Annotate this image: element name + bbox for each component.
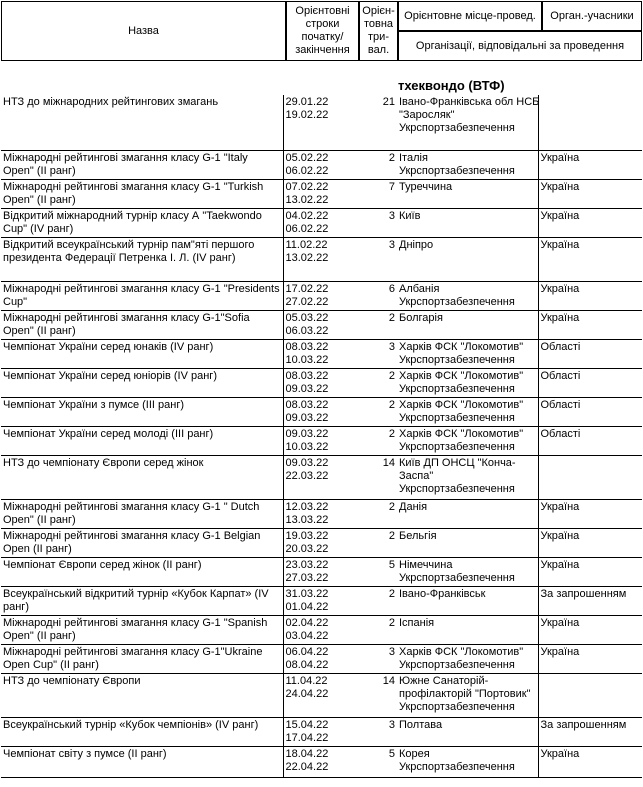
header-organizers — [398, 31, 642, 61]
event-name — [1, 281, 283, 310]
event-start-date: 15.04.22 — [285, 718, 329, 731]
table-row — [1, 746, 642, 777]
table-row — [1, 557, 642, 586]
event-venue-line: Укрспортзабезпечення — [399, 440, 515, 453]
event-venue-line: Київ ДП ОНСЦ "Конча- — [399, 456, 516, 469]
table-row — [1, 397, 642, 426]
table-row — [1, 717, 642, 746]
header-name — [1, 1, 286, 61]
event-end-date: 27.03.22 — [285, 571, 329, 584]
table-row — [1, 455, 642, 499]
event-duration: 3 — [351, 644, 397, 673]
event-duration: 2 — [351, 426, 397, 455]
event-participants — [538, 673, 642, 717]
table-row — [1, 426, 642, 455]
event-venue-line: Укрспортзабезпечення — [399, 295, 515, 308]
event-participants: Україна — [538, 237, 642, 281]
event-dates — [283, 237, 351, 281]
event-start-date: 23.03.22 — [285, 558, 329, 571]
table-row — [1, 208, 642, 237]
event-name-text: НТЗ до чемпіонату Європи — [3, 674, 141, 687]
event-participants: За запрошенням — [538, 586, 642, 615]
event-dates — [283, 310, 351, 339]
event-venue — [397, 310, 538, 339]
header-dates — [286, 1, 359, 61]
header-dates-line: Орієнтовні — [295, 5, 350, 17]
event-venue-line: Укрспортзабезпечення — [399, 760, 515, 773]
table-row — [1, 281, 642, 310]
event-dates — [283, 746, 351, 777]
event-duration: 3 — [351, 208, 397, 237]
table-row — [1, 615, 642, 644]
event-dates — [283, 557, 351, 586]
event-start-date: 05.02.22 — [285, 151, 329, 164]
event-duration: 2 — [351, 586, 397, 615]
table-row — [1, 150, 642, 179]
event-end-date: 13.02.22 — [285, 251, 329, 264]
event-duration: 3 — [351, 717, 397, 746]
header-participants-label: Орган.-учасники — [550, 9, 634, 22]
event-venue-line: Корея — [399, 747, 430, 760]
event-name — [1, 237, 283, 281]
header-name-label: Назва — [128, 24, 159, 37]
table-row — [1, 644, 642, 673]
event-dates — [283, 499, 351, 528]
event-venue — [397, 615, 538, 644]
event-participants: Україна — [538, 644, 642, 673]
event-end-date: 06.03.22 — [285, 324, 329, 337]
header-dates-line: початку/ — [301, 31, 344, 43]
event-duration: 3 — [351, 339, 397, 368]
event-venue-line: Заспа" — [399, 469, 434, 482]
event-venue-line: Данія — [399, 500, 428, 513]
event-name-text: Міжнародні рейтингові змагання класу G-1"Ukraine Open Cup" (II ранг) — [3, 645, 263, 671]
event-name-text: Міжнародні рейтингові змагання класу G-1 "Italy Open" (II ранг) — [3, 151, 248, 177]
event-venue-line: Укрспортзабезпечення — [399, 353, 515, 366]
event-name-text: Міжнародні рейтингові змагання класу G-1"Sofia Open" (II ранг) — [3, 311, 250, 337]
event-duration: 14 — [351, 455, 397, 499]
event-name-text: Чемпіонат світу з пумсе (II ранг) — [3, 747, 167, 760]
table-row — [1, 95, 642, 150]
event-start-date: 02.04.22 — [285, 616, 329, 629]
event-venue — [397, 150, 538, 179]
event-end-date: 09.03.22 — [285, 411, 329, 424]
event-duration: 21 — [351, 95, 397, 150]
event-dates — [283, 150, 351, 179]
event-participants: Україна — [538, 557, 642, 586]
event-name — [1, 208, 283, 237]
event-venue — [397, 717, 538, 746]
header-duration-line: вал. — [367, 44, 390, 56]
table-row — [1, 310, 642, 339]
event-name-text: Відкритий міжнародний турнір класу А "Taekwondo Cup" (IV ранг) — [3, 209, 262, 235]
event-name — [1, 528, 283, 557]
event-duration: 6 — [351, 281, 397, 310]
event-duration: 2 — [351, 528, 397, 557]
event-duration: 2 — [351, 310, 397, 339]
event-venue — [397, 179, 538, 208]
event-name-text: Чемпіонат України з пумсе (III ранг) — [3, 398, 184, 411]
event-dates — [283, 615, 351, 644]
event-end-date: 22.03.22 — [285, 469, 329, 482]
table-row — [1, 586, 642, 615]
event-venue — [397, 426, 538, 455]
event-venue-line: Італія — [399, 151, 428, 164]
event-venue-line: Укрспортзабезпечення — [399, 164, 515, 177]
event-end-date: 13.02.22 — [285, 193, 329, 206]
event-start-date: 19.03.22 — [285, 529, 329, 542]
event-name — [1, 150, 283, 179]
event-participants: Області — [538, 368, 642, 397]
event-venue-line: "Заросляк" — [399, 109, 455, 121]
event-start-date: 18.04.22 — [285, 747, 329, 760]
event-venue — [397, 673, 538, 717]
events-table — [1, 95, 642, 778]
event-name — [1, 179, 283, 208]
event-venue-line: Харків ФСК "Локомотив" — [399, 645, 524, 658]
event-end-date: 08.04.22 — [285, 658, 329, 671]
event-participants: Україна — [538, 615, 642, 644]
event-end-date: 10.03.22 — [285, 440, 329, 453]
event-duration: 2 — [351, 615, 397, 644]
event-dates — [283, 281, 351, 310]
event-start-date: 07.02.22 — [285, 180, 329, 193]
event-start-date: 31.03.22 — [285, 587, 329, 600]
event-venue-line: Укрспортзабезпечення — [399, 382, 515, 395]
event-start-date: 08.03.22 — [285, 340, 329, 353]
event-venue-line: Бельгія — [399, 529, 437, 542]
event-dates — [283, 586, 351, 615]
event-duration: 3 — [351, 237, 397, 281]
event-duration: 2 — [351, 397, 397, 426]
event-start-date: 11.04.22 — [285, 674, 328, 687]
event-participants: Україна — [538, 499, 642, 528]
event-name — [1, 586, 283, 615]
event-venue-line: Полтава — [399, 718, 443, 731]
event-name — [1, 339, 283, 368]
event-venue-line: Укрспортзабезпечення — [399, 482, 515, 495]
event-participants: Україна — [538, 150, 642, 179]
event-dates — [283, 528, 351, 557]
event-venue-line: Укрспортзабезпечення — [399, 700, 515, 713]
event-participants: Області — [538, 397, 642, 426]
table-header — [1, 1, 642, 61]
event-dates — [283, 208, 351, 237]
event-duration: 14 — [351, 673, 397, 717]
header-duration-line: Орієн- — [362, 5, 395, 17]
event-name — [1, 499, 283, 528]
event-name-text: Чемпіонат України серед молоді (III ранг) — [3, 427, 214, 440]
event-name — [1, 673, 283, 717]
event-end-date: 01.04.22 — [285, 600, 329, 613]
event-end-date: 20.03.22 — [285, 542, 329, 555]
event-venue — [397, 455, 538, 499]
event-end-date: 13.03.22 — [285, 513, 329, 526]
event-start-date: 17.02.22 — [285, 282, 329, 295]
event-venue-line: Укрспортзабезпечення — [399, 571, 515, 584]
event-start-date: 08.03.22 — [285, 398, 329, 411]
table-row — [1, 673, 642, 717]
event-venue-line: Німеччина — [399, 558, 453, 571]
event-name-text: Чемпіонат України серед юнаків (IV ранг) — [3, 340, 214, 353]
event-dates — [283, 95, 351, 150]
event-participants: За запрошенням — [538, 717, 642, 746]
event-name-text: Міжнародні рейтингові змагання класу G-1 "Spanish Open" (II ранг) — [3, 616, 268, 642]
event-venue-line: Харків ФСК "Локомотив" — [399, 427, 524, 440]
event-end-date: 19.02.22 — [285, 109, 329, 121]
event-name-text: Всеукраїнський відкритий турнір «Кубок Карпат» (IV ранг) — [3, 587, 269, 613]
event-venue — [397, 281, 538, 310]
event-name-text: НТЗ до чемпіонату Європи серед жінок — [3, 456, 204, 469]
event-venue-line: Туреччина — [399, 180, 453, 193]
event-start-date: 05.03.22 — [285, 311, 329, 324]
header-organizers-label: Організації, відповідальні за проведення — [415, 39, 625, 52]
event-name — [1, 95, 283, 150]
event-end-date: 09.03.22 — [285, 382, 329, 395]
event-name — [1, 615, 283, 644]
event-name-text: НТЗ до міжнародних рейтингових змагань — [3, 96, 219, 108]
header-venue — [398, 1, 542, 31]
event-venue-line: Южне Санаторій- — [399, 674, 489, 687]
event-dates — [283, 455, 351, 499]
event-venue-line: Болгарія — [399, 311, 443, 324]
event-venue — [397, 644, 538, 673]
event-name — [1, 557, 283, 586]
event-dates — [283, 179, 351, 208]
event-venue — [397, 557, 538, 586]
table-row — [1, 339, 642, 368]
event-venue — [397, 368, 538, 397]
event-end-date: 06.02.22 — [285, 164, 329, 177]
event-participants: Області — [538, 426, 642, 455]
event-name-text: Міжнародні рейтингові змагання класу G-1 "Presidents Cup" — [3, 282, 280, 308]
event-name-text: Відкритий всеукраїнський турнір пам"яті першого президента Федерації Петренка І. Л. (IV ранг) — [3, 238, 255, 264]
event-venue — [397, 499, 538, 528]
event-duration: 5 — [351, 746, 397, 777]
event-end-date: 24.04.22 — [285, 687, 329, 700]
table-row — [1, 179, 642, 208]
event-name-text: Міжнародні рейтингові змагання класу G-1 " Dutch Open" (II ранг) — [3, 500, 260, 526]
header-dates-line: закінчення — [295, 44, 350, 56]
event-duration: 2 — [351, 499, 397, 528]
event-start-date: 04.02.22 — [285, 209, 329, 222]
event-name — [1, 426, 283, 455]
event-end-date: 10.03.22 — [285, 353, 329, 366]
event-venue-line: Харків ФСК "Локомотив" — [399, 340, 524, 353]
table-row — [1, 528, 642, 557]
event-name — [1, 644, 283, 673]
event-name — [1, 455, 283, 499]
event-dates — [283, 426, 351, 455]
event-name — [1, 397, 283, 426]
event-end-date: 22.04.22 — [285, 760, 329, 773]
event-venue-line: Укрспортзабезпечення — [399, 658, 515, 671]
event-venue — [397, 339, 538, 368]
event-participants: Україна — [538, 179, 642, 208]
event-name-text: Чемпіонат України серед юніорів (IV ранг) — [3, 369, 217, 382]
sport-title: тхеквондо (ВТФ) — [398, 78, 505, 93]
event-name-text: Всеукраїнський турнір «Кубок чемпіонів» (IV ранг) — [3, 718, 259, 731]
event-start-date: 09.03.22 — [285, 427, 329, 440]
event-venue-line: Харків ФСК "Локомотив" — [399, 369, 524, 382]
header-venue-label: Орієнтовне місце-провед. — [404, 9, 536, 22]
event-venue — [397, 95, 538, 150]
event-participants: Україна — [538, 281, 642, 310]
event-participants — [538, 455, 642, 499]
event-start-date: 08.03.22 — [285, 369, 329, 382]
event-name-text: Міжнародні рейтингові змагання класу G-1 "Turkish Open" (II ранг) — [3, 180, 264, 206]
event-venue — [397, 397, 538, 426]
event-venue-line: Укрспортзабезпечення — [399, 411, 515, 424]
event-participants: Україна — [538, 310, 642, 339]
event-name-text: Чемпіонат Європи серед жінок (II ранг) — [3, 558, 202, 571]
event-duration: 2 — [351, 368, 397, 397]
event-venue-line: профілакторій "Портовик" — [399, 687, 531, 700]
event-start-date: 29.01.22 — [285, 96, 329, 108]
event-start-date: 09.03.22 — [285, 456, 329, 469]
event-dates — [283, 717, 351, 746]
header-duration-line: три- — [368, 31, 389, 43]
event-end-date: 03.04.22 — [285, 629, 329, 642]
event-venue-line: Івано-Франківськ — [399, 587, 486, 600]
event-start-date: 12.03.22 — [285, 500, 329, 513]
event-end-date: 06.02.22 — [285, 222, 329, 235]
event-venue-line: Івано-Франківська обл НСБ — [399, 96, 540, 108]
table-row — [1, 368, 642, 397]
event-venue — [397, 528, 538, 557]
table-row — [1, 237, 642, 281]
event-venue — [397, 586, 538, 615]
event-start-date: 06.04.22 — [285, 645, 329, 658]
event-name — [1, 310, 283, 339]
event-duration: 5 — [351, 557, 397, 586]
event-end-date: 27.02.22 — [285, 295, 329, 308]
event-venue — [397, 237, 538, 281]
event-dates — [283, 397, 351, 426]
event-participants: Україна — [538, 208, 642, 237]
event-name — [1, 717, 283, 746]
header-dates-line: строки — [305, 18, 340, 30]
header-duration-line: товна — [363, 18, 394, 30]
event-start-date: 11.02.22 — [285, 238, 328, 251]
event-duration: 2 — [351, 150, 397, 179]
event-venue-line: Укрспортзабезпечення — [399, 122, 515, 134]
event-venue-line: Іспанія — [399, 616, 435, 629]
header-duration — [359, 1, 398, 61]
event-name — [1, 746, 283, 777]
event-participants — [538, 95, 642, 150]
event-venue-line: Албанія — [399, 282, 440, 295]
event-name — [1, 368, 283, 397]
event-venue-line: Харків ФСК "Локомотив" — [399, 398, 524, 411]
event-end-date: 17.04.22 — [285, 731, 329, 744]
table-row — [1, 499, 642, 528]
header-participants — [542, 1, 642, 31]
event-venue-line: Київ — [399, 209, 421, 222]
event-dates — [283, 673, 351, 717]
event-participants: Україна — [538, 528, 642, 557]
event-duration: 7 — [351, 179, 397, 208]
event-venue — [397, 746, 538, 777]
event-participants: Області — [538, 339, 642, 368]
event-dates — [283, 368, 351, 397]
event-participants: Україна — [538, 746, 642, 777]
event-dates — [283, 339, 351, 368]
event-name-text: Міжнародні рейтингові змагання класу G-1 Belgian Open (II ранг) — [3, 529, 261, 555]
event-venue-line: Дніпро — [399, 238, 434, 251]
event-dates — [283, 644, 351, 673]
event-venue — [397, 208, 538, 237]
